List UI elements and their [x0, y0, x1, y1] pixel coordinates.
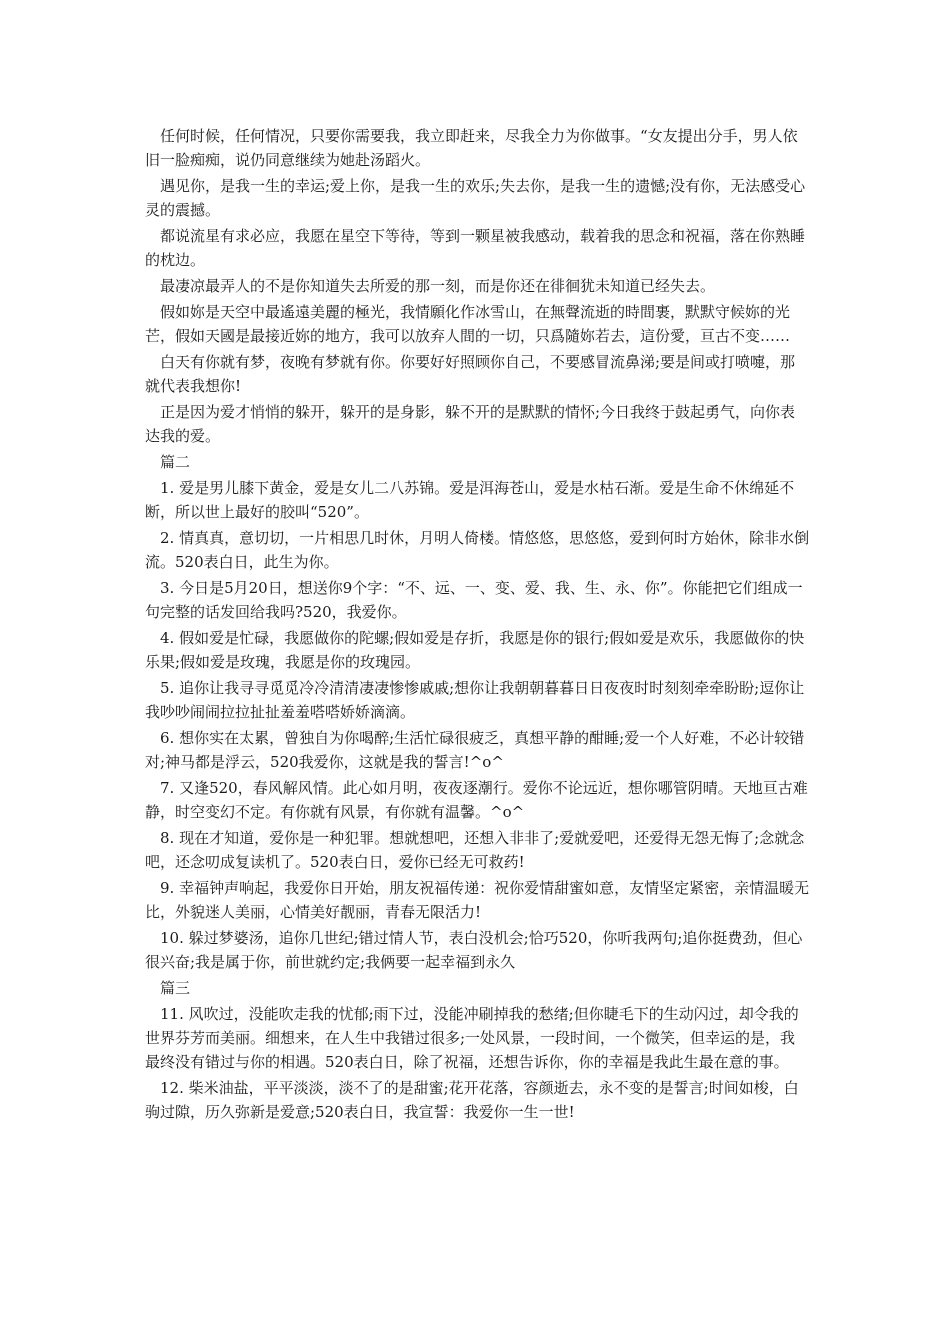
document-body — [145, 124, 810, 1126]
list-item: 8. 现在才知道，爱你是一种犯罪。想就想吧，还想入非非了;爱就爱吧，还爱得无怨无悔了;念就念吧，还念叨成复读机了。520表白日，爱你已经无可救药! — [145, 829, 805, 871]
list-item: 4. 假如爱是忙碌，我愿做你的陀螺;假如爱是存折，我愿是你的银行;假如爱是欢乐，我愿做你的快乐果;假如爱是玫瑰，我愿是你的玫瑰园。 — [145, 629, 805, 671]
list-item: 2. 情真真，意切切，一片相思几时休，月明人倚楼。情悠悠，思悠悠，爱到何时方始休，除非水倒流。520表白日，此生为你。 — [145, 529, 810, 571]
list-item: 6. 想你实在太累，曾独自为你喝醉;生活忙碌很疲乏，真想平静的酣睡;爱一个人好难，不必计较错对;神马都是浮云，520我爱你，这就是我的誓言!^o^ — [145, 729, 805, 771]
list-item: 11. 风吹过，没能吹走我的忧郁;雨下过，没能冲刷掉我的愁绪;但你睫毛下的生动闪过，却令我的世界芬芳而美丽。细想来，在人生中我错过很多;一处风景，一段时间，一个微笑，但幸运的是，我最终没有错过与你的相遇。520表白日，除了祝福，还想告诉你，你的幸福是我此生最在意的事。 — [145, 1005, 799, 1071]
paragraph: 遇见你，是我一生的幸运;爱上你，是我一生的欢乐;失去你，是我一生的遗憾;没有你，无法感受心灵的震撼。 — [145, 177, 806, 219]
list-item: 10. 躲过梦婆汤，追你几世纪;错过情人节，表白没机会;恰巧520，你听我两句;追你挺费劲，但心很兴奋;我是属于你，前世就约定;我俩要一起幸福到永久 — [145, 929, 803, 971]
paragraph: 都说流星有求必应，我愿在星空下等待，等到一颗星被我感动，载着我的思念和祝福，落在你熟睡的枕边。 — [145, 227, 806, 269]
list-item: 12. 柴米油盐，平平淡淡，淡不了的是甜蜜;花开花落，容颜逝去，永不变的是誓言;时间如梭，白驹过隙，历久弥新是爱意;520表白日，我宣誓：我爱你一生一世! — [145, 1079, 799, 1121]
paragraph: 任何时候，任何情况，只要你需要我，我立即赶来，尽我全力为你做事。“女友提出分手，男人依旧一脸痴痴，说仍同意继续为她赴汤蹈火。 — [145, 127, 798, 169]
paragraph: 白天有你就有梦，夜晚有梦就有你。你要好好照顾你自己，不要感冒流鼻涕;要是间或打喷嚏，那就代表我想你! — [145, 353, 796, 395]
paragraph: 正是因为爱才悄悄的躲开，躲开的是身影，躲不开的是默默的情怀;今日我终于鼓起勇气，向你表达我的爱。 — [145, 403, 796, 445]
list-item: 5. 追你让我寻寻觅觅冷冷清清凄凄惨惨戚戚;想你让我朝朝暮暮日日夜夜时时刻刻牵牵盼盼;逗你让我吵吵闹闹拉拉扯扯羞羞嗒嗒娇娇滴滴。 — [145, 679, 805, 721]
list-item: 9. 幸福钟声响起，我爱你日开始，朋友祝福传递：祝你爱情甜蜜如意，友情坚定紧密，亲情温暖无比，外貌迷人美丽，心情美好靓丽，青春无限活力! — [145, 879, 810, 921]
paragraph: 假如妳是天空中最遙遠美麗的極光，我情願化作冰雪山，在無聲流逝的時間裹，默默守候妳的光芒，假如天國是最接近妳的地方，我可以放弃人間的一切，只爲隨妳若去，這份愛，亘古不变…… — [145, 303, 791, 345]
list-item: 1. 爱是男儿膝下黄金，爱是女儿二八苏锦。爱是洱海苍山，爱是水枯石渐。爱是生命不休绵延不断，所以世上最好的胶叫“520”。 — [145, 479, 795, 521]
section-heading: 篇三 — [160, 979, 191, 997]
list-item: 7. 又逢520，春风解风情。此心如月明，夜夜逐潮行。爱你不论远近，想你哪管阴晴。天地亘古难静，时空变幻不定。有你就有风景，有你就有温馨。^o^ — [145, 779, 808, 821]
list-item: 3. 今日是5月20日，想送你9个字：“不、远、一、变、爱、我、生、永、你”。你能把它们组成一句完整的话发回给我吗?520，我爱你。 — [145, 579, 803, 621]
paragraph: 最凄凉最弄人的不是你知道失去所爱的那一刻，而是你还在徘徊犹未知道已经失去。 — [160, 277, 716, 295]
section-heading: 篇二 — [160, 453, 191, 471]
